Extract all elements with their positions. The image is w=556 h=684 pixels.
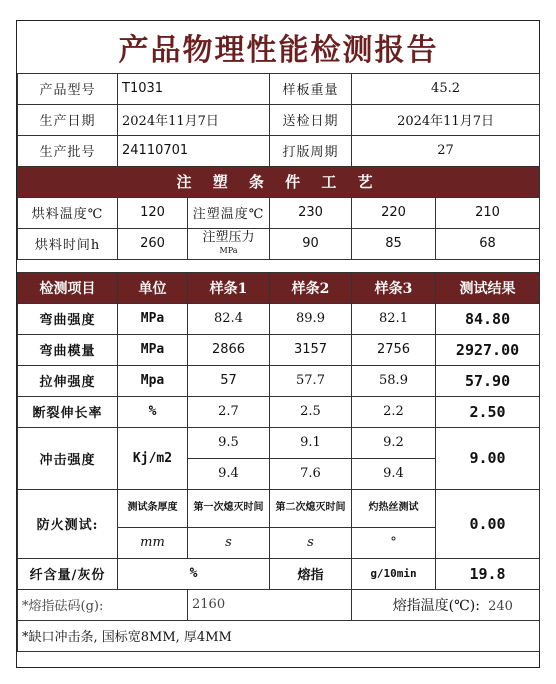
- model-label: 产品型号: [18, 73, 118, 104]
- inj-temp-3: 210: [436, 197, 540, 228]
- test-name: 断裂伸长率: [18, 396, 118, 427]
- send-value: 2024年11月7日: [352, 104, 540, 135]
- test-result: 84.80: [436, 303, 540, 334]
- test-sample-2: 89.9: [270, 303, 352, 334]
- impact-sample-3a: 9.2: [352, 427, 436, 458]
- inj-pressure-3: 68: [436, 228, 540, 259]
- test-sample-3: 82.1: [352, 303, 436, 334]
- test-result: 2.50: [436, 396, 540, 427]
- report-title: 产品物理性能检测报告: [18, 21, 540, 73]
- test-sample-1: 2866: [188, 334, 270, 365]
- test-name: 拉伸强度: [18, 365, 118, 396]
- test-sample-1: 57: [188, 365, 270, 396]
- inj-pressure-label: [188, 228, 270, 259]
- impact-result: 9.00: [436, 427, 540, 489]
- report-table: [17, 21, 540, 652]
- melt-temp-cell: [352, 589, 540, 620]
- impact-sample-1a: 9.5: [188, 427, 270, 458]
- weight-value: 45.2: [352, 73, 540, 104]
- date-value: 2024年11月7日: [118, 104, 270, 135]
- melt-weight-label: *熔指砝码(g):: [18, 589, 188, 620]
- melt-unit: g/10min: [352, 558, 436, 589]
- test-unit: MPa: [118, 334, 188, 365]
- batch-label: 生产批号: [18, 135, 118, 166]
- impact-sample-1b: 9.4: [188, 458, 270, 489]
- weight-label: 样板重量: [270, 73, 352, 104]
- test-sample-2: 3157: [270, 334, 352, 365]
- spacer-row: [18, 259, 540, 272]
- inj-pressure-1: 90: [270, 228, 352, 259]
- fire-unit-mm: mm: [118, 527, 188, 558]
- test-name: 弯曲模量: [18, 334, 118, 365]
- impact-name: 冲击强度: [18, 427, 118, 489]
- impact-sample-2a: 9.1: [270, 427, 352, 458]
- dry-temp-label: 烘料温度℃: [18, 197, 118, 228]
- test-name: 弯曲强度: [18, 303, 118, 334]
- impact-sample-3b: 9.4: [352, 458, 436, 489]
- send-label: 送检日期: [270, 104, 352, 135]
- inj-pressure-text: 注塑压力: [202, 229, 255, 245]
- inj-pressure-unit: MPa: [219, 245, 238, 255]
- test-sample-2: 2.5: [270, 396, 352, 427]
- test-sample-3: 58.9: [352, 365, 436, 396]
- inj-temp-1: 230: [270, 197, 352, 228]
- melt-value: 19.8: [436, 558, 540, 589]
- header-result: 测试结果: [436, 272, 540, 303]
- fire-header-second: 第二次熄灭时间: [270, 489, 352, 527]
- test-result: 2927.00: [436, 334, 540, 365]
- test-result: 57.90: [436, 365, 540, 396]
- header-unit: 单位: [118, 272, 188, 303]
- cycle-label: 打版周期: [270, 135, 352, 166]
- dry-time-label: 烘料时间h: [18, 228, 118, 259]
- fire-header-thickness: 测试条厚度: [118, 489, 188, 527]
- test-unit: %: [118, 396, 188, 427]
- fire-result: 0.00: [436, 489, 540, 558]
- fire-header-glow: 灼热丝测试: [352, 489, 436, 527]
- fire-unit-s-2: s: [270, 527, 352, 558]
- header-item: 检测项目: [18, 272, 118, 303]
- footer-note: *缺口冲击条, 国标宽8MM, 厚4MM: [18, 620, 540, 651]
- header-sample-1: 样条1: [188, 272, 270, 303]
- header-sample-2: 样条2: [270, 272, 352, 303]
- test-unit: Mpa: [118, 365, 188, 396]
- header-sample-3: 样条3: [352, 272, 436, 303]
- inj-temp-label: 注塑温度℃: [188, 197, 270, 228]
- fiber-unit: %: [118, 558, 270, 589]
- inj-pressure-2: 85: [352, 228, 436, 259]
- model-value: T1031: [118, 73, 270, 104]
- melt-temp-label: 熔指温度(℃):: [392, 597, 480, 614]
- fire-unit-s-1: s: [188, 527, 270, 558]
- test-sample-1: 82.4: [188, 303, 270, 334]
- test-sample-1: 2.7: [188, 396, 270, 427]
- melt-weight-value: 2160: [188, 589, 352, 620]
- date-label: 生产日期: [18, 104, 118, 135]
- dry-time-value: 260: [118, 228, 188, 259]
- test-unit: MPa: [118, 303, 188, 334]
- melt-temp-value: 240: [488, 598, 513, 614]
- fire-unit-degree: °: [352, 527, 436, 558]
- fiber-name: 纤含量/灰份: [18, 558, 118, 589]
- test-sample-3: 2.2: [352, 396, 436, 427]
- inj-temp-2: 220: [352, 197, 436, 228]
- dry-temp-value: 120: [118, 197, 188, 228]
- impact-sample-2b: 7.6: [270, 458, 352, 489]
- fire-test-name: 防火测试:: [18, 489, 118, 558]
- report-sheet: [16, 20, 540, 668]
- cycle-value: 27: [352, 135, 540, 166]
- batch-value: 24110701: [118, 135, 270, 166]
- impact-unit: Kj/m2: [118, 427, 188, 489]
- test-sample-3: 2756: [352, 334, 436, 365]
- test-sample-2: 57.7: [270, 365, 352, 396]
- melt-label: 熔指: [270, 558, 352, 589]
- fire-header-first: 第一次熄灭时间: [188, 489, 270, 527]
- process-section-title: 注 塑 条 件 工 艺: [18, 166, 540, 197]
